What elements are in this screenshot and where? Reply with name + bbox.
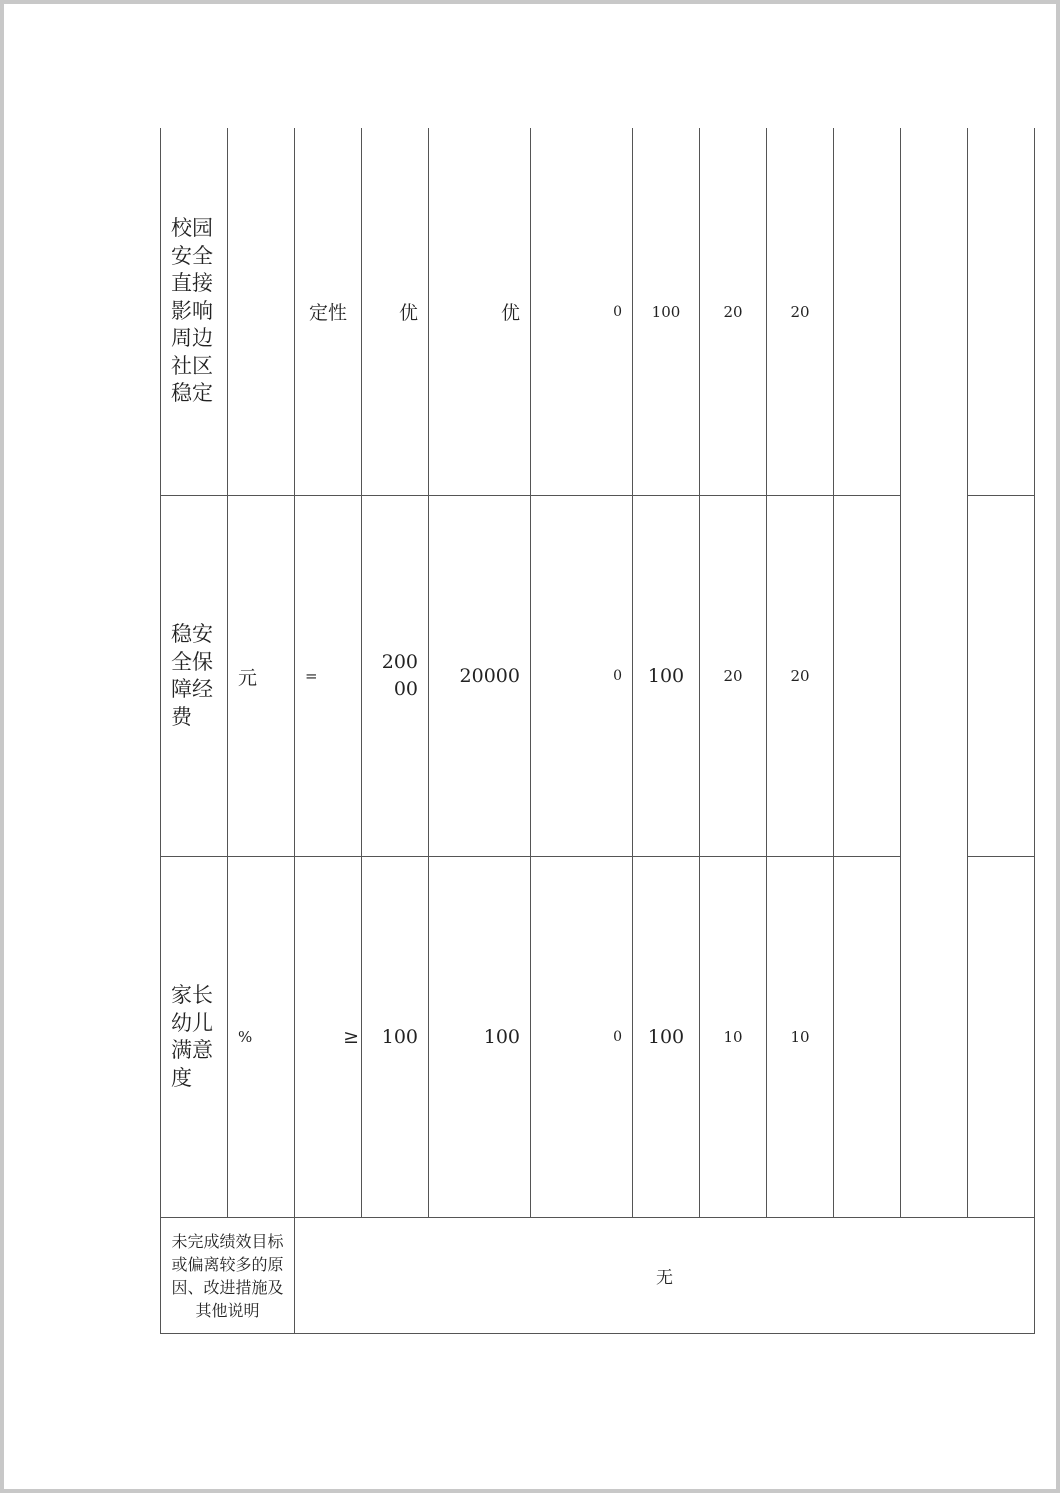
target-value: 优: [398, 302, 418, 324]
deviation-value: 0: [613, 303, 622, 320]
note-value-cell: [294, 1217, 1034, 1333]
performance-table: [160, 128, 1035, 1334]
target-cell: [361, 495, 428, 856]
operator-value: 定性: [308, 302, 347, 324]
operator-cell: [294, 856, 361, 1217]
target-cell: [361, 856, 428, 1217]
empty-cell: [833, 495, 900, 856]
actual-value: 20000: [459, 665, 520, 687]
rate-value: 100: [647, 665, 685, 687]
actual-value: 100: [483, 1026, 520, 1048]
rate-value: 100: [651, 302, 681, 321]
empty-cell: [900, 856, 967, 1217]
indicator-cell: [160, 128, 227, 495]
deviation-cell: [530, 495, 632, 856]
empty-cell: [967, 128, 1034, 495]
operator-value: =: [305, 667, 318, 685]
target-value: 20000: [381, 651, 418, 700]
weight-cell: [699, 128, 766, 495]
empty-cell: [967, 856, 1034, 1217]
weight-value: 20: [723, 302, 743, 321]
operator-cell: [294, 128, 361, 495]
deviation-cell: [530, 856, 632, 1217]
rate-value: 100: [647, 1026, 685, 1048]
unit-value: %: [238, 1028, 253, 1046]
note-label-cell: [160, 1217, 294, 1333]
unit-cell: [227, 856, 294, 1217]
indicator-name: 校园安全直接影响周边社区稳定: [171, 216, 213, 406]
actual-cell: [428, 495, 530, 856]
empty-cell: [833, 128, 900, 495]
unit-value: 元: [238, 666, 258, 689]
actual-cell: [428, 128, 530, 495]
empty-cell: [833, 856, 900, 1217]
indicator-cell: [160, 495, 227, 856]
rate-cell: [632, 495, 699, 856]
weight-value: 20: [723, 667, 743, 685]
empty-cell: [967, 495, 1034, 856]
score-cell: [766, 495, 833, 856]
score-value: 20: [790, 667, 810, 685]
score-cell: [766, 856, 833, 1217]
weight-cell: [699, 856, 766, 1217]
weight-cell: [699, 495, 766, 856]
indicator-cell: [160, 856, 227, 1217]
actual-value: 优: [500, 302, 520, 324]
deviation-cell: [530, 128, 632, 495]
deviation-value: 0: [613, 668, 622, 684]
note-label: 未完成绩效目标或偏离较多的原因、改进措施及其他说明: [171, 1231, 284, 1320]
empty-cell: [900, 128, 967, 495]
rate-cell: [632, 128, 699, 495]
score-value: 20: [790, 302, 810, 321]
note-value: 无: [656, 1268, 673, 1288]
deviation-value: 0: [613, 1029, 622, 1045]
operator-cell: [294, 495, 361, 856]
indicator-name: 家长幼儿满意度: [171, 983, 213, 1090]
operator-value: ≥: [343, 1026, 359, 1048]
empty-cell: [900, 495, 967, 856]
score-value: 10: [790, 1028, 810, 1046]
target-value: 100: [381, 1026, 418, 1048]
indicator-name: 稳安全保障经费: [171, 622, 213, 729]
actual-cell: [428, 856, 530, 1217]
weight-value: 10: [723, 1028, 743, 1046]
rate-cell: [632, 856, 699, 1217]
unit-cell: [227, 128, 294, 495]
score-cell: [766, 128, 833, 495]
target-cell: [361, 128, 428, 495]
unit-cell: [227, 495, 294, 856]
